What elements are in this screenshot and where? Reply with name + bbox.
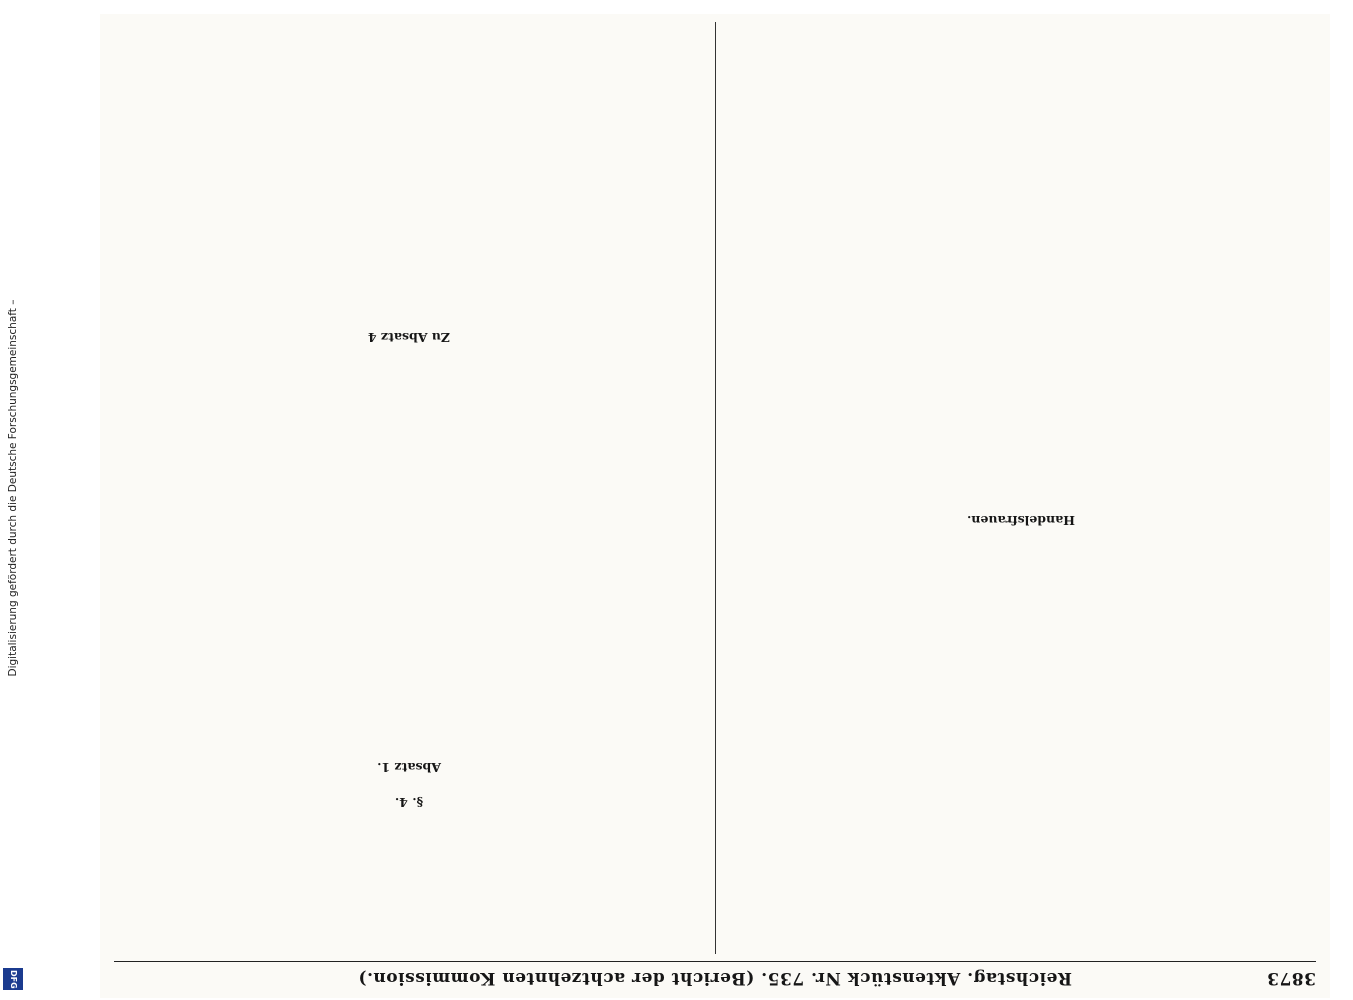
text-line [726,116,1316,130]
text-line [114,376,704,390]
section-heading: §. 4. [394,795,424,811]
text-line [726,940,1316,954]
text-line [114,74,704,88]
text-line [114,869,704,883]
text-line [726,644,1316,658]
text-line [726,454,1316,468]
text-line [726,228,1316,242]
text-line [114,362,704,376]
text-line [726,271,1316,285]
text-line [114,3,704,17]
text-line [726,214,1316,228]
text-line [726,17,1316,31]
text-line [114,102,704,116]
page-title: Reichstag. Aktenstück Nr. 735. (Bericht der achtzehnten Kommission.) [357,968,1073,988]
text-line [726,827,1316,841]
text-line [726,559,1316,573]
text-line [114,130,704,144]
text-line [726,869,1316,883]
text-line [114,616,704,630]
text-line [114,299,704,313]
text-line [114,17,704,31]
text-line [114,88,704,102]
text-line [726,813,1316,827]
text-line [726,630,1316,644]
text-line [114,672,704,686]
text-line [114,602,704,616]
digitization-credit: Digitalisierung gefördert durch die Deutsche Forschungsgemeinschaft – [7,299,19,677]
text-line [114,229,704,243]
text-column-right [114,22,704,954]
text-line [726,101,1316,115]
text-line [726,440,1316,454]
text-line [726,158,1316,172]
text-line [114,116,704,130]
page-number: 3873 [1266,968,1316,988]
column-rule [715,22,716,954]
text-line [114,898,704,912]
text-line [726,355,1316,369]
text-line [114,172,704,186]
text-column-left [726,22,1316,954]
text-line [726,496,1316,510]
text-line [114,348,704,362]
text-line [726,172,1316,186]
text-line [114,813,704,827]
text-line [726,686,1316,700]
text-line [114,644,704,658]
text-line [726,898,1316,912]
text-line [726,482,1316,496]
text-line [726,714,1316,728]
text-line [726,412,1316,426]
section-heading: Zu Absatz 4 [367,330,451,346]
text-line [114,855,704,869]
text-line [114,45,704,59]
text-line [114,574,704,588]
text-line [114,926,704,940]
text-line [114,546,704,560]
text-line [726,313,1316,327]
text-line [726,285,1316,299]
text-line [726,73,1316,87]
text-line [114,687,704,701]
text-line [114,841,704,855]
text-line [114,778,704,792]
text-line [726,242,1316,256]
text-line [114,31,704,45]
text-line [114,313,704,327]
text-line [726,341,1316,355]
text-line [114,405,704,419]
text-line [726,3,1316,17]
section-heading: Handelsfrauen. [966,513,1076,529]
text-line [114,489,704,503]
digitization-credit-strip [0,0,26,1000]
text-line [726,785,1316,799]
text-line [726,257,1316,271]
text-line [726,700,1316,714]
text-line [726,616,1316,630]
text-line [114,630,704,644]
text-line [726,45,1316,59]
text-line [114,475,704,489]
text-line [726,531,1316,545]
text-line [114,940,704,954]
text-line [114,186,704,200]
text-line [726,186,1316,200]
dfg-logo: DFG [3,968,23,990]
text-line [726,468,1316,482]
text-line [726,588,1316,602]
text-line [114,59,704,73]
text-line [726,926,1316,940]
text-line [114,0,704,3]
text-line [114,144,704,158]
text-line [726,912,1316,926]
text-line [114,715,704,729]
text-line [726,672,1316,686]
text-line [114,158,704,172]
text-line [726,59,1316,73]
text-line [114,461,704,475]
text-line [114,884,704,898]
text-line [726,658,1316,672]
text-line [726,299,1316,313]
text-line [114,729,704,743]
text-line [726,130,1316,144]
text-line [726,383,1316,397]
text-line [726,545,1316,559]
text-line [114,560,704,574]
section-heading: Absatz 1. [377,759,441,775]
text-line [726,771,1316,785]
text-line [726,841,1316,855]
text-line [114,391,704,405]
text-line [114,285,704,299]
text-line [114,271,704,285]
text-line [114,433,704,447]
scanned-page [100,14,1330,998]
text-line [726,884,1316,898]
text-line [114,503,704,517]
text-line [726,757,1316,771]
text-line [726,369,1316,383]
text-line [114,257,704,271]
text-line [726,397,1316,411]
text-line [114,658,704,672]
text-line [726,200,1316,214]
text-line [726,799,1316,813]
text-line [726,31,1316,45]
text-line [114,531,704,545]
text-line [114,827,704,841]
text-line [114,447,704,461]
text-line [114,701,704,715]
text-line [114,243,704,257]
text-line [726,729,1316,743]
text-line [726,327,1316,341]
text-line [726,855,1316,869]
text-line [726,87,1316,101]
text-line [726,426,1316,440]
text-line [726,743,1316,757]
page-header [114,961,1316,992]
text-line [114,912,704,926]
text-line [114,743,704,757]
text-line [114,215,704,229]
text-line [114,517,704,531]
text-line [726,602,1316,616]
text-line [726,573,1316,587]
text-line [114,419,704,433]
text-line [726,144,1316,158]
text-line [114,588,704,602]
text-line [114,200,704,214]
